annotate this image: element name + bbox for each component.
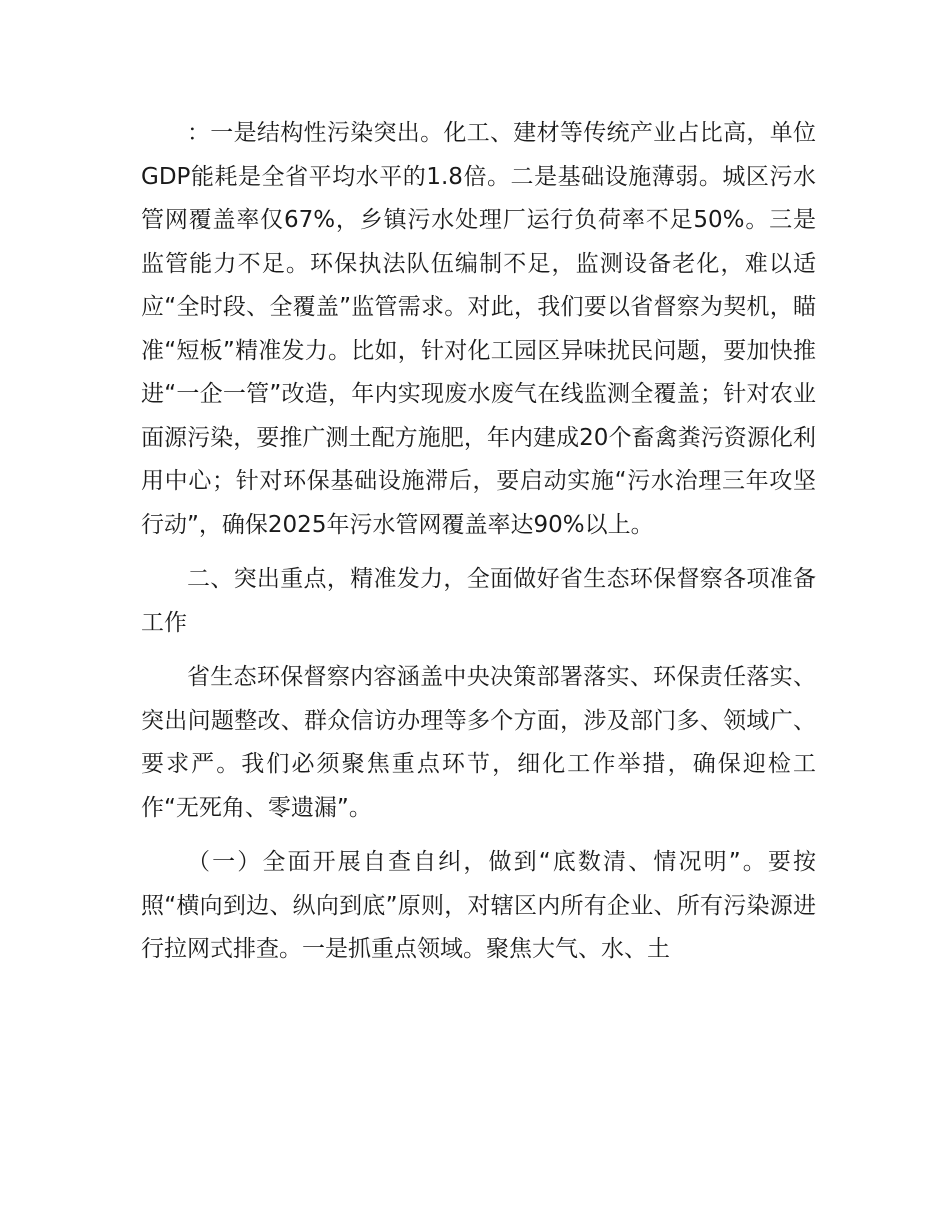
paragraph-problems-and-measures: ：一是结构性污染突出。化工、建材等传统产业占比高，单位GDP能耗是全省平均水平的1.8倍。二是基础设施薄弱。城区污水管网覆盖率仅67%，乡镇污水处理厂运行负荷率不足50%。三是监管能力不足。环保执法队伍编制不足，监测设备老化，难以适应“全时段、全覆盖”监管需求。对此，我们要以省督察为契机，瞄准“短板”精准发力。比如，针对化工园区异味扰民问题，要加快推进“一企一管”改造，年内实现废水废气在线监测全覆盖；针对农业面源污染，要推广测土配方施肥，年内建成20个畜禽粪污资源化利用中心；针对环保基础设施滞后，要启动实施“污水治理三年攻坚行动”，确保2025年污水管网覆盖率达90%以上。 <box>141 120 816 538</box>
paragraph-inspection-scope: 省生态环保督察内容涵盖中央决策部署落实、环保责任落实、突出问题整改、群众信访办理等多个方面，涉及部门多、领域广、要求严。我们必须聚焦重点环节，细化工作举措，确保迎检工作“无死角、零遗漏”。 <box>141 664 816 821</box>
section-heading-two: 二、突出重点，精准发力，全面做好省生态环保督察各项准备工作 <box>141 566 816 636</box>
document-body <box>141 112 816 983</box>
paragraph-self-inspection: （一）全面开展自查自纠，做到“底数清、情况明”。要按照“横向到边、纵向到底”原则，对辖区内所有企业、所有污染源进行拉网式排查。一是抓重点领域。聚焦大气、水、土 <box>141 849 816 962</box>
